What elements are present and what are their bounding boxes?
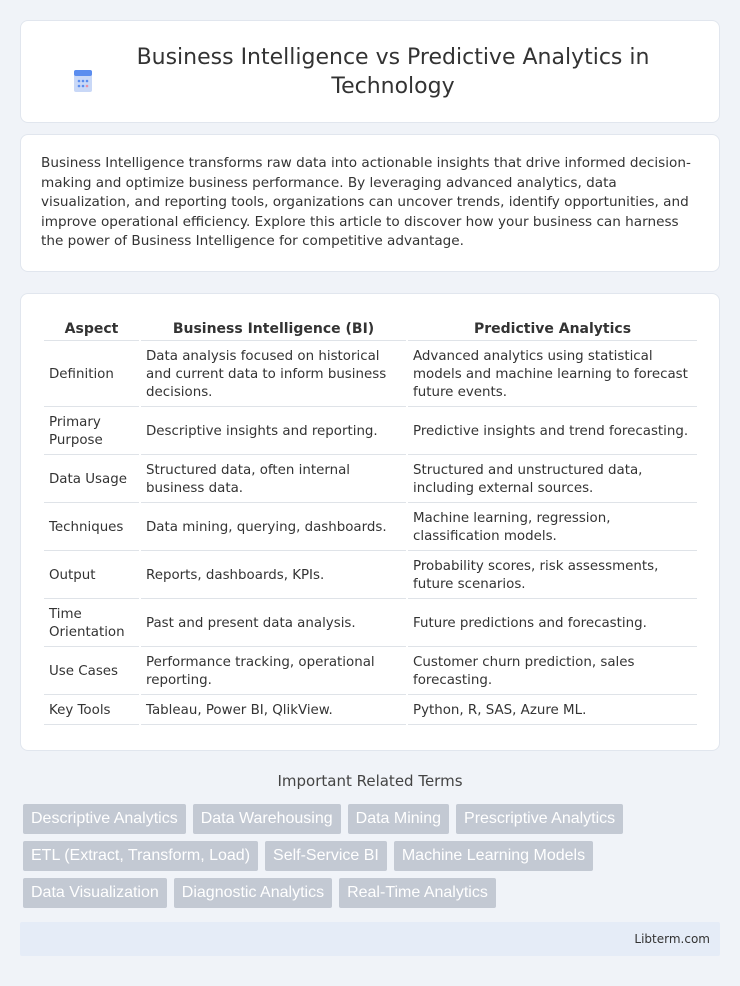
table-row bbox=[44, 649, 697, 695]
footer bbox=[20, 922, 720, 956]
tag-diagnostic-analytics[interactable]: Diagnostic Analytics bbox=[174, 878, 332, 908]
related-terms-tags bbox=[23, 804, 723, 915]
row-predictive: Advanced analytics using statistical models and machine learning to forecast future events. bbox=[408, 343, 697, 407]
row-bi: Data mining, querying, dashboards. bbox=[141, 505, 406, 551]
row-aspect: Output bbox=[44, 553, 139, 599]
table-row bbox=[44, 457, 697, 503]
row-bi: Data analysis focused on historical and current data to inform business decisions. bbox=[141, 343, 406, 407]
table-row bbox=[44, 505, 697, 551]
column-header-predictive: Predictive Analytics bbox=[408, 316, 697, 341]
comparison-table bbox=[42, 314, 699, 727]
column-header-bi: Business Intelligence (BI) bbox=[141, 316, 406, 341]
comparison-card bbox=[20, 293, 720, 751]
tag-row bbox=[23, 804, 723, 834]
row-aspect: Data Usage bbox=[44, 457, 139, 503]
row-bi: Tableau, Power BI, QlikView. bbox=[141, 697, 406, 725]
row-predictive: Customer churn prediction, sales forecasting. bbox=[408, 649, 697, 695]
table-row bbox=[44, 697, 697, 725]
tag-row bbox=[23, 841, 723, 871]
document-icon bbox=[70, 68, 96, 94]
tag-machine-learning-models[interactable]: Machine Learning Models bbox=[394, 841, 593, 871]
row-bi: Past and present data analysis. bbox=[141, 601, 406, 647]
tag-data-mining[interactable]: Data Mining bbox=[348, 804, 449, 834]
row-predictive: Python, R, SAS, Azure ML. bbox=[408, 697, 697, 725]
title-card bbox=[20, 20, 720, 123]
row-bi: Descriptive insights and reporting. bbox=[141, 409, 406, 455]
tag-prescriptive-analytics[interactable]: Prescriptive Analytics bbox=[456, 804, 623, 834]
table-row bbox=[44, 553, 697, 599]
row-predictive: Structured and unstructured data, including external sources. bbox=[408, 457, 697, 503]
page-title: Business Intelligence vs Predictive Analytics in Technology bbox=[136, 44, 650, 99]
tag-self-service-bi[interactable]: Self-Service BI bbox=[265, 841, 387, 871]
row-bi: Performance tracking, operational reporting. bbox=[141, 649, 406, 695]
intro-text: Business Intelligence transforms raw data into actionable insights that drive informed decision-making and optimize business performance. By leveraging advanced analytics, data visualization, and reporting tools, organizations can uncover trends, identify opportunities, and improve operational efficiency. Explore this article to discover how your business can harness the power of Business Intelligence for competitive advantage. bbox=[41, 155, 691, 249]
tag-descriptive-analytics[interactable]: Descriptive Analytics bbox=[23, 804, 186, 834]
row-aspect: Techniques bbox=[44, 505, 139, 551]
column-header-aspect: Aspect bbox=[44, 316, 139, 341]
row-predictive: Future predictions and forecasting. bbox=[408, 601, 697, 647]
row-aspect: Use Cases bbox=[44, 649, 139, 695]
intro-card bbox=[20, 134, 720, 272]
tag-row bbox=[23, 878, 723, 908]
row-aspect: Key Tools bbox=[44, 697, 139, 725]
tag-real-time-analytics[interactable]: Real-Time Analytics bbox=[339, 878, 496, 908]
tag-etl[interactable]: ETL (Extract, Transform, Load) bbox=[23, 841, 258, 871]
table-row bbox=[44, 343, 697, 407]
row-aspect: Primary Purpose bbox=[44, 409, 139, 455]
footer-site-link[interactable]: Libterm.com bbox=[634, 932, 710, 946]
row-bi: Structured data, often internal business data. bbox=[141, 457, 406, 503]
table-row bbox=[44, 601, 697, 647]
row-predictive: Probability scores, risk assessments, future scenarios. bbox=[408, 553, 697, 599]
table-row bbox=[44, 409, 697, 455]
row-predictive: Machine learning, regression, classification models. bbox=[408, 505, 697, 551]
table-header-row bbox=[44, 316, 697, 341]
tag-data-warehousing[interactable]: Data Warehousing bbox=[193, 804, 341, 834]
row-predictive: Predictive insights and trend forecasting. bbox=[408, 409, 697, 455]
row-aspect: Time Orientation bbox=[44, 601, 139, 647]
row-bi: Reports, dashboards, KPIs. bbox=[141, 553, 406, 599]
related-terms-title: Important Related Terms bbox=[277, 772, 463, 790]
tag-data-visualization[interactable]: Data Visualization bbox=[23, 878, 167, 908]
row-aspect: Definition bbox=[44, 343, 139, 407]
